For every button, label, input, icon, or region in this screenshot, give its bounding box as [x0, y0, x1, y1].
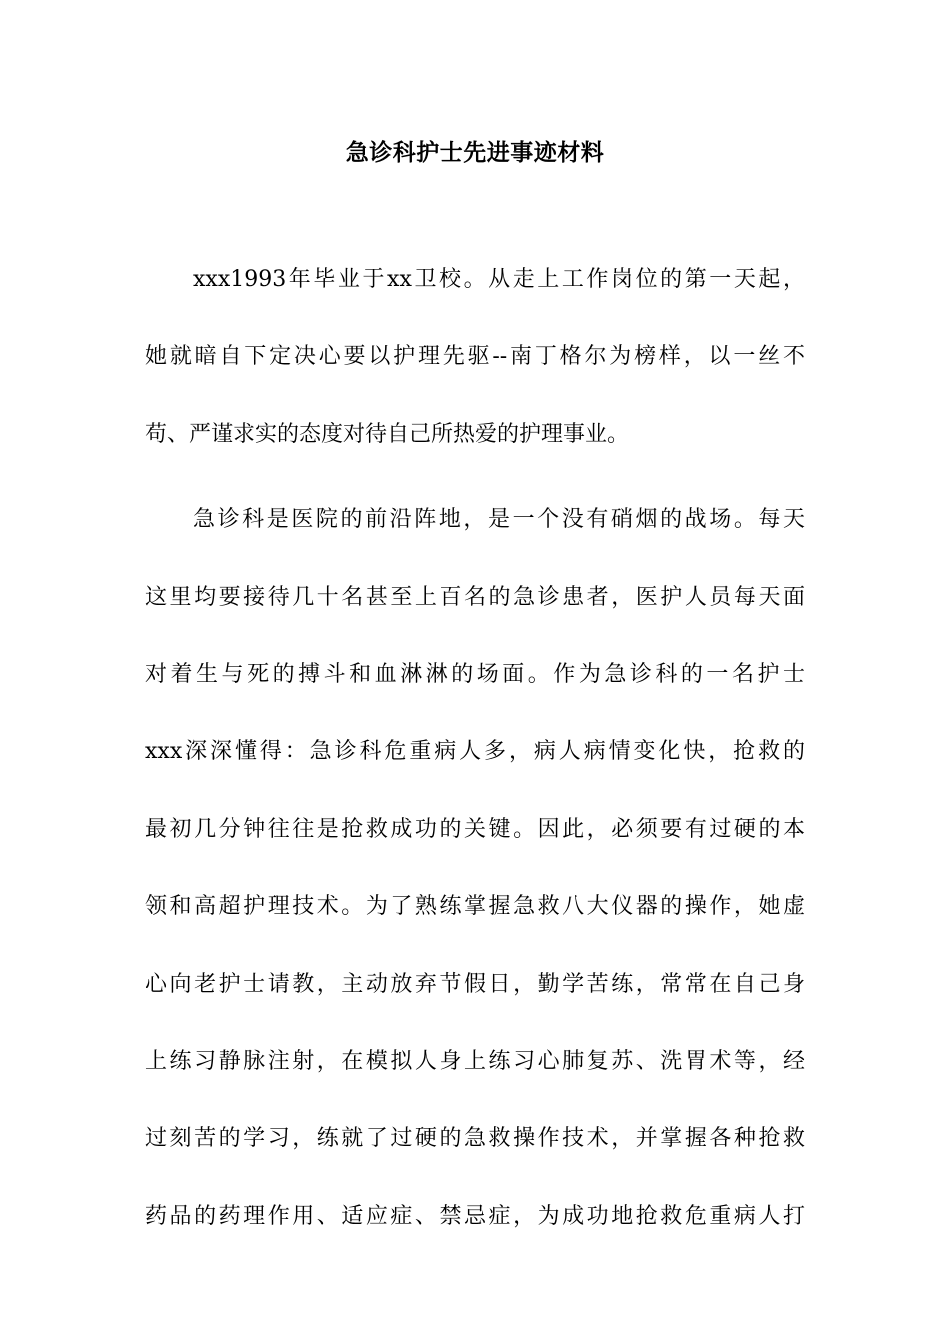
paragraph-line: 这里均要接待几十名甚至上百名的急诊患者，医护人员每天面 — [145, 584, 805, 610]
paragraph-line: 最初几分钟往往是抢救成功的关键。因此，必须要有过硬的本 — [145, 816, 805, 842]
paragraph-line: 药品的药理作用、适应症、禁忌症，为成功地抢救危重病人打 — [145, 1203, 805, 1229]
paragraph-line: 她就暗自下定决心要以护理先驱--南丁格尔为榜样，以一丝不 — [145, 344, 805, 370]
paragraph-line: 苟、严谨求实的态度对待自己所热爱的护理事业。 — [145, 421, 630, 447]
document-title: 急诊科护士先进事迹材料 — [345, 139, 605, 166]
document-body — [145, 256, 805, 1270]
paragraph-line: 过刻苦的学习，练就了过硬的急救操作技术，并掌握各种抢救 — [145, 1126, 805, 1152]
paragraph-line: 上练习静脉注射，在模拟人身上练习心肺复苏、洗胃术等，经 — [145, 1048, 805, 1074]
paragraph-2 — [145, 496, 805, 1270]
paragraph-line: 对着生与死的搏斗和血淋淋的场面。作为急诊科的一名护士 — [145, 661, 805, 687]
paragraph-line: xxx深深懂得：急诊科危重病人多，病人病情变化快，抢救的 — [145, 739, 805, 765]
paragraph-line: 领和高超护理技术。为了熟练掌握急救八大仪器的操作，她虚 — [145, 894, 805, 920]
paragraph-1 — [145, 256, 805, 488]
paragraph-line: 心向老护士请教，主动放弃节假日，勤学苦练，常常在自己身 — [145, 971, 805, 997]
paragraph-line: 急诊科是医院的前沿阵地，是一个没有硝烟的战场。每天 — [193, 507, 805, 533]
paragraph-line: xxx1993年毕业于xx卫校。从走上工作岗位的第一天起， — [193, 267, 805, 292]
